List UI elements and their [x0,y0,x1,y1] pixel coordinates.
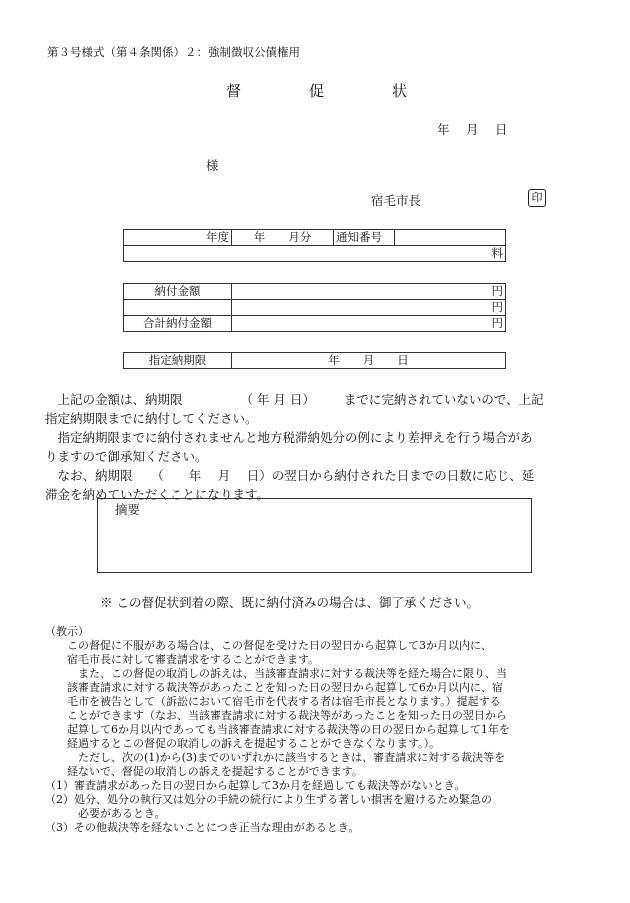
payment-amount-label: 納付金額 [124,284,232,300]
fee-info-table [123,229,506,262]
body-text-line: 滞金を納めていただくことになります。 [45,487,270,502]
deadline-table [123,352,506,369]
amount-table [123,283,506,332]
appeal-text-line: 経過するとこの督促の取消しの訴えを提起することができなくなります。）。 [45,737,441,750]
appeal-text-line: また、この督促の取消しの訴えは、当該審査請求に対する裁決等を経た場合に限り、当 [45,667,507,680]
body-text-line: 指定納期限までに納付されませんと地方税滞納処分の例により差押えを行う場合があ [45,430,533,445]
amount-yen: 円 [232,316,506,332]
appeal-list-item: （3）その他裁決等を経ないことにつき正当な理由があるとき。 [45,821,360,834]
issuer-name: 宿毛市長 [371,193,422,208]
deadline-label: 指定納期限 [124,353,232,369]
appeal-text-line: 起算して6か月以内であっても当該審査請求に対する裁決等の日の翌日から起算して1年を [45,723,510,736]
title-char: 促 [309,82,325,100]
appeal-text-line: 毛市を被告として（訴訟において宿毛市を代表する者は宿毛市長となります。）提起する [45,695,501,708]
title-char: 督 [226,82,242,100]
addressee-suffix: 様 [206,158,219,173]
paid-notice: ※ この督促状到着の際、既に納付済みの場合は、御了承ください。 [100,595,479,610]
body-text-line: 指定納期限までに納付してください。 [45,411,258,426]
notice-number-value [395,230,506,246]
appeal-heading: （教示） [45,625,89,638]
fiscal-year-cell: 年度 [124,230,232,246]
seal-mark: 印 [528,189,546,207]
document-title [226,80,407,101]
appeal-text-line: この督促に不服がある場合は、この督促を受けた日の翌日から起算して3か月以内に、 [45,639,492,652]
appeal-text-line: 経ないで、督促の取消しの訴えを提起することができます。 [45,765,363,778]
memo-label: 摘要 [115,502,141,517]
appeal-list-item: （1）審査請求があった日の翌日から起算して3か月を経過しても裁決等がないとき。 [45,779,466,792]
amount-yen: 円 [232,300,506,316]
notice-number-label: 通知番号 [334,230,395,246]
appeal-text-line: ことができます（なお、当該審査請求に対する裁決等があったことを知った日の翌日から [45,709,507,722]
body-text-line: りますので御承知ください。 [45,449,208,464]
total-amount-label: 合計納付金額 [124,316,232,332]
appeal-list-item: 必要があるとき。 [45,807,166,820]
appeal-text-line: ただし、次の(1)から(3)までのいずれかに該当するときは、審査請求に対する裁決等を [45,751,506,764]
fee-type-cell: 料 [124,246,506,262]
deadline-date: 年 月 日 [232,353,506,369]
month-cell: 年 月分 [232,230,334,246]
memo-box [97,498,532,573]
appeal-text-line: 該審査請求に対する裁決等があったことを知った日の翌日から起算して6か月以内に、宿 [45,681,503,694]
appeal-list-item: （2）処分、処分の執行又は処分の手続の続行により生ずる著しい損害を避けるため緊急の [45,793,492,806]
appeal-text-line: 宿毛市長に対して審査請求をすることができます。 [45,653,320,666]
amount-blank-label [124,300,232,316]
title-char: 状 [392,82,408,100]
body-text-line: なお、納期限 （ 年 月 日）の翌日から納付された日までの日数に応じ、延 [45,468,535,483]
issue-date: 年 月 日 [437,122,508,137]
form-label: 第３号様式（第４条関係）２：強制徴収公債権用 [47,45,300,59]
amount-yen: 円 [232,284,506,300]
body-text-line: 上記の金額は、納期限 （ 年 月 日） までに完納されていないので、上記 [45,392,544,407]
